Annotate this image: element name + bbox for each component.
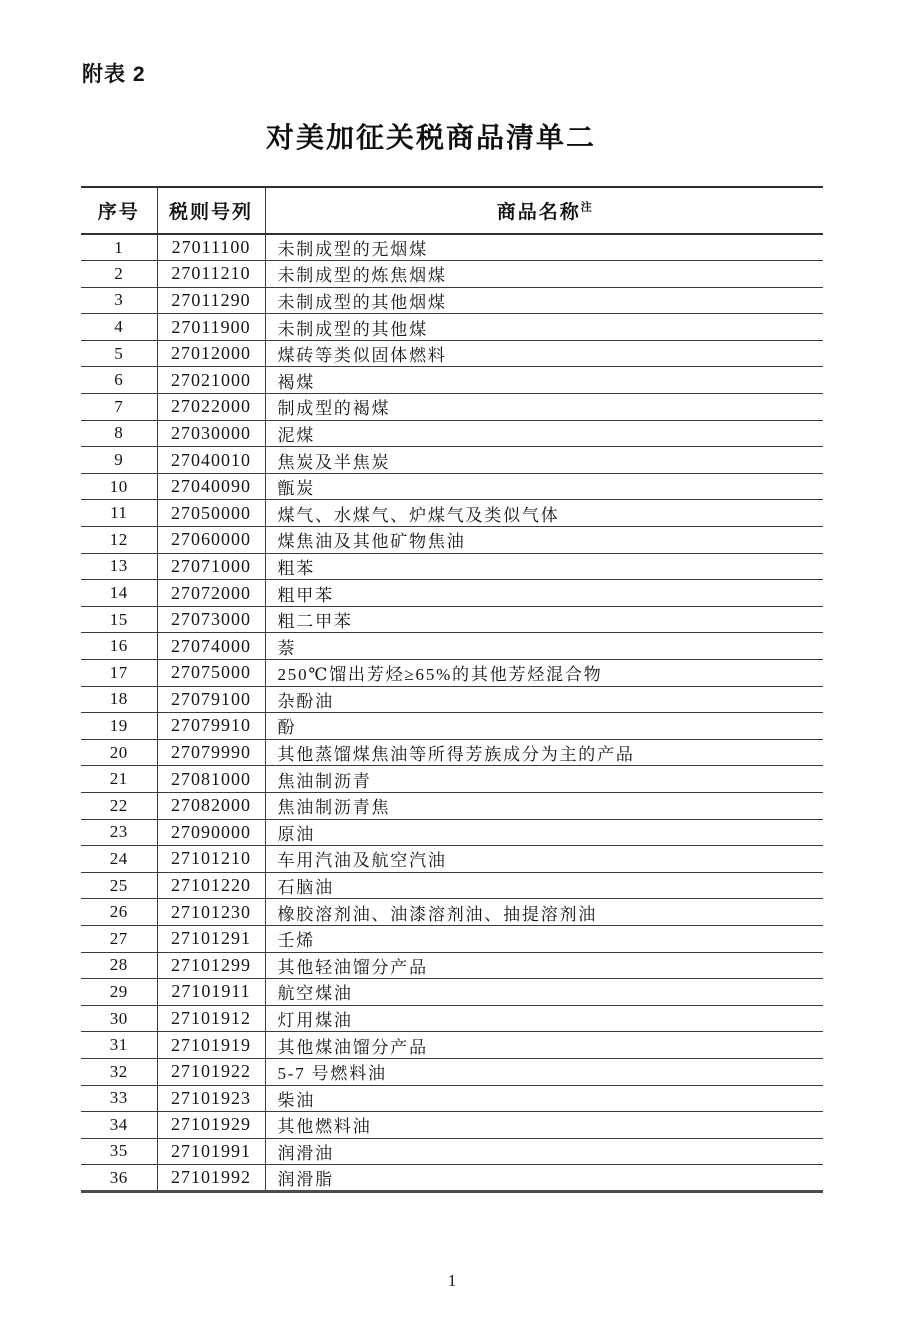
table-row: [81, 500, 823, 527]
appendix-label: 附表 2: [82, 63, 146, 86]
row-code-cell: 27101911: [157, 979, 265, 1006]
table-row: [81, 261, 823, 288]
row-index-cell: 31: [81, 1032, 157, 1059]
table-row: [81, 314, 823, 341]
header-index: 序号: [81, 187, 157, 234]
row-index-cell: 30: [81, 1005, 157, 1032]
row-name-cell: 焦炭及半焦炭: [265, 447, 823, 474]
header-code: 税则号列: [157, 187, 265, 234]
table-row: [81, 340, 823, 367]
row-code-cell: 27101220: [157, 872, 265, 899]
row-index-cell: 8: [81, 420, 157, 447]
row-name-cell: 未制成型的无烟煤: [265, 234, 823, 261]
row-name-cell: 其他煤油馏分产品: [265, 1032, 823, 1059]
row-index-cell: 35: [81, 1138, 157, 1165]
row-index-cell: 1: [81, 234, 157, 261]
note-superscript: 注: [580, 201, 592, 214]
row-code-cell: 27101210: [157, 846, 265, 873]
row-name-cell: 未制成型的其他烟煤: [265, 287, 823, 314]
row-name-cell: 润滑油: [265, 1138, 823, 1165]
row-index-cell: 4: [81, 314, 157, 341]
row-code-cell: 27050000: [157, 500, 265, 527]
row-name-cell: 航空煤油: [265, 979, 823, 1006]
table-row: [81, 234, 823, 261]
table-row: [81, 766, 823, 793]
row-code-cell: 27040090: [157, 473, 265, 500]
row-index-cell: 36: [81, 1165, 157, 1192]
row-code-cell: 27101230: [157, 899, 265, 926]
row-name-cell: 泥煤: [265, 420, 823, 447]
row-index-cell: 12: [81, 527, 157, 554]
row-index-cell: 6: [81, 367, 157, 394]
row-code-cell: 27101929: [157, 1112, 265, 1139]
row-code-cell: 27082000: [157, 792, 265, 819]
table-row: [81, 633, 823, 660]
row-index-cell: 11: [81, 500, 157, 527]
table-row: [81, 1138, 823, 1165]
table-row: [81, 1058, 823, 1085]
row-name-cell: 壬烯: [265, 925, 823, 952]
row-index-cell: 24: [81, 846, 157, 873]
table-row: [81, 925, 823, 952]
header-name-text: 商品名称: [496, 202, 581, 223]
row-name-cell: 杂酚油: [265, 686, 823, 713]
row-index-cell: 22: [81, 792, 157, 819]
row-code-cell: 27011100: [157, 234, 265, 261]
row-index-cell: 5: [81, 340, 157, 367]
table-row: [81, 713, 823, 740]
row-code-cell: 27101291: [157, 925, 265, 952]
row-index-cell: 32: [81, 1058, 157, 1085]
table-row: [81, 686, 823, 713]
row-code-cell: 27021000: [157, 367, 265, 394]
table-row: [81, 660, 823, 687]
table-row: [81, 527, 823, 554]
row-name-cell: 未制成型的其他煤: [265, 314, 823, 341]
row-index-cell: 14: [81, 580, 157, 607]
row-code-cell: 27101919: [157, 1032, 265, 1059]
row-index-cell: 16: [81, 633, 157, 660]
row-name-cell: 橡胶溶剂油、油漆溶剂油、抽提溶剂油: [265, 899, 823, 926]
row-name-cell: 萘: [265, 633, 823, 660]
row-name-cell: 粗甲苯: [265, 580, 823, 607]
row-code-cell: 27079910: [157, 713, 265, 740]
row-index-cell: 3: [81, 287, 157, 314]
row-code-cell: 27040010: [157, 447, 265, 474]
row-index-cell: 18: [81, 686, 157, 713]
table-body: [81, 234, 823, 1192]
row-code-cell: 27101991: [157, 1138, 265, 1165]
row-name-cell: 润滑脂: [265, 1165, 823, 1192]
table-row: [81, 952, 823, 979]
row-name-cell: 石脑油: [265, 872, 823, 899]
row-code-cell: 27101299: [157, 952, 265, 979]
header-name: [265, 187, 823, 234]
row-index-cell: 7: [81, 394, 157, 421]
row-index-cell: 21: [81, 766, 157, 793]
table-row: [81, 979, 823, 1006]
table-row: [81, 287, 823, 314]
row-index-cell: 10: [81, 473, 157, 500]
row-index-cell: 17: [81, 660, 157, 687]
table-row: [81, 1005, 823, 1032]
row-code-cell: 27075000: [157, 660, 265, 687]
row-name-cell: 煤砖等类似固体燃料: [265, 340, 823, 367]
row-name-cell: 灯用煤油: [265, 1005, 823, 1032]
table-row: [81, 606, 823, 633]
row-code-cell: 27030000: [157, 420, 265, 447]
tariff-table: [81, 186, 823, 1193]
row-code-cell: 27060000: [157, 527, 265, 554]
row-code-cell: 27079100: [157, 686, 265, 713]
row-index-cell: 29: [81, 979, 157, 1006]
row-name-cell: 煤焦油及其他矿物焦油: [265, 527, 823, 554]
row-name-cell: 粗苯: [265, 553, 823, 580]
table-row: [81, 394, 823, 421]
row-code-cell: 27073000: [157, 606, 265, 633]
table-row: [81, 580, 823, 607]
table-row: [81, 367, 823, 394]
table-row: [81, 792, 823, 819]
table-row: [81, 872, 823, 899]
row-code-cell: 27101923: [157, 1085, 265, 1112]
row-code-cell: 27072000: [157, 580, 265, 607]
row-code-cell: 27074000: [157, 633, 265, 660]
row-index-cell: 25: [81, 872, 157, 899]
row-name-cell: 粗二甲苯: [265, 606, 823, 633]
row-index-cell: 2: [81, 261, 157, 288]
row-code-cell: 27101912: [157, 1005, 265, 1032]
row-name-cell: 未制成型的炼焦烟煤: [265, 261, 823, 288]
table-header-row: [81, 187, 823, 234]
row-code-cell: 27101922: [157, 1058, 265, 1085]
row-code-cell: 27071000: [157, 553, 265, 580]
table-row: [81, 1112, 823, 1139]
row-code-cell: 27012000: [157, 340, 265, 367]
row-index-cell: 13: [81, 553, 157, 580]
row-name-cell: 甑炭: [265, 473, 823, 500]
table-row: [81, 899, 823, 926]
row-name-cell: 煤气、水煤气、炉煤气及类似气体: [265, 500, 823, 527]
row-name-cell: 褐煤: [265, 367, 823, 394]
table-row: [81, 819, 823, 846]
table-row: [81, 846, 823, 873]
row-code-cell: 27011210: [157, 261, 265, 288]
row-name-cell: 其他燃料油: [265, 1112, 823, 1139]
table-row: [81, 1085, 823, 1112]
row-index-cell: 9: [81, 447, 157, 474]
row-code-cell: 27022000: [157, 394, 265, 421]
page-number: 1: [447, 1271, 457, 1290]
row-index-cell: 20: [81, 739, 157, 766]
row-name-cell: 车用汽油及航空汽油: [265, 846, 823, 873]
row-name-cell: 5-7 号燃料油: [265, 1058, 823, 1085]
table-row: [81, 473, 823, 500]
row-index-cell: 27: [81, 925, 157, 952]
table-row: [81, 447, 823, 474]
row-index-cell: 23: [81, 819, 157, 846]
table-row: [81, 553, 823, 580]
row-name-cell: 其他轻油馏分产品: [265, 952, 823, 979]
row-name-cell: 制成型的褐煤: [265, 394, 823, 421]
row-code-cell: 27011900: [157, 314, 265, 341]
row-code-cell: 27081000: [157, 766, 265, 793]
row-code-cell: 27079990: [157, 739, 265, 766]
row-code-cell: 27090000: [157, 819, 265, 846]
table-row: [81, 1032, 823, 1059]
row-index-cell: 33: [81, 1085, 157, 1112]
row-code-cell: 27011290: [157, 287, 265, 314]
row-index-cell: 34: [81, 1112, 157, 1139]
row-index-cell: 26: [81, 899, 157, 926]
page-title: 对美加征关税商品清单二: [265, 122, 596, 153]
row-name-cell: 原油: [265, 819, 823, 846]
row-name-cell: 酚: [265, 713, 823, 740]
row-name-cell: 250℃馏出芳烃≥65%的其他芳烃混合物: [265, 660, 823, 687]
row-name-cell: 焦油制沥青: [265, 766, 823, 793]
row-name-cell: 焦油制沥青焦: [265, 792, 823, 819]
row-name-cell: 其他蒸馏煤焦油等所得芳族成分为主的产品: [265, 739, 823, 766]
row-name-cell: 柴油: [265, 1085, 823, 1112]
row-code-cell: 27101992: [157, 1165, 265, 1192]
table-row: [81, 420, 823, 447]
row-index-cell: 28: [81, 952, 157, 979]
table-row: [81, 739, 823, 766]
row-index-cell: 19: [81, 713, 157, 740]
table-row: [81, 1165, 823, 1192]
row-index-cell: 15: [81, 606, 157, 633]
